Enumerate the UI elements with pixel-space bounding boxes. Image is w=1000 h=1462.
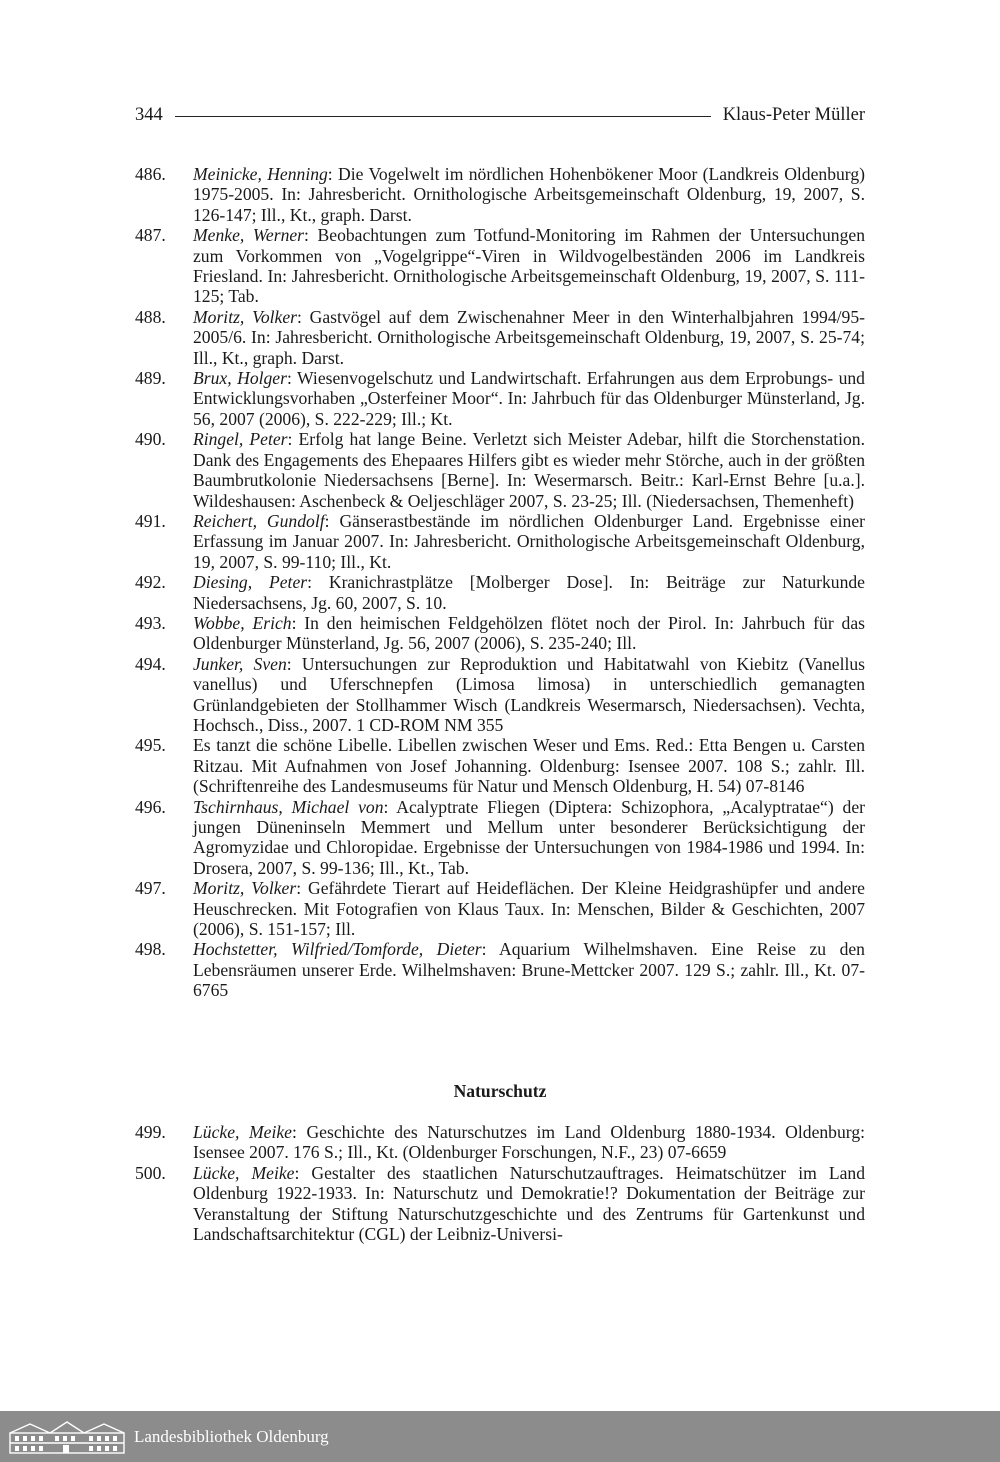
entry-number: 489. (135, 368, 166, 389)
entry-number: 490. (135, 429, 166, 450)
bibliography-entry (135, 307, 865, 368)
entry-body: : Kranichrastplätze [Molberger Dose]. In: Beiträge zur Naturkunde Niedersachsens, Jg. 60, 2007, S. 10. (193, 572, 865, 613)
entry-author: Hochstetter, Wilfried/Tomforde, Dieter (193, 939, 482, 960)
entry-author: Junker, Sven (193, 653, 287, 674)
entry-body: : Die Vogelwelt im nördlichen Hohenbökener Moor (Landkreis Oldenburg) 1975-2005. In: Jahresbericht. Ornithologische Arbeitsgemeinschaft Oldenburg, 19, 2007, S. 126-147; Ill., Kt., graph. Darst. (193, 164, 865, 225)
entry-body: : Aquarium Wilhelmshaven. Eine Reise zu den Lebensräumen unserer Erde. Wilhelmshaven: Brune-Mettcker 2007. 129 S.; zahlr. Ill., Kt. 07-6765 (193, 939, 865, 1001)
entry-number: 495. (135, 735, 166, 756)
entry-author: Ringel, Peter (193, 429, 288, 450)
entry-body: : Wiesenvogelschutz und Landwirtschaft. Erfahrungen aus dem Erprobungs- und Entwicklungsvorhaben „Osterfeiner Moor“. In: Jahrbuch für das Oldenburger Münsterland, Jg. 56, 2007 (2006), S. 222-229; Ill.; Kt. (193, 368, 865, 429)
entry-number: 491. (135, 510, 166, 531)
entry-author: Diesing, Peter (193, 572, 308, 593)
entry-number: 498. (135, 939, 166, 960)
section-heading: Naturschutz (453, 1081, 547, 1101)
entry-body: : Gänserastbestände im nördlichen Oldenburger Land. Ergebnisse einer Erfassung im Januar 2007. In: Jahresbericht. Ornithologische Arbeitsgemeinschaft Oldenburg, 19, 2007, S. 99-110; Ill., Kt. (193, 510, 866, 572)
bibliography-entry (135, 368, 865, 429)
entry-number: 492. (135, 572, 166, 593)
entry-author: Menke, Werner (193, 225, 305, 246)
bibliography-entry (135, 1163, 865, 1245)
entry-author: Moritz, Volker (193, 878, 297, 899)
entry-text (193, 613, 865, 654)
entry-number: 488. (135, 306, 166, 327)
footer-bar (0, 1411, 1000, 1462)
entry-text (193, 572, 865, 613)
entry-body: : Erfolg hat lange Beine. Verletzt sich Meister Adebar, hilft die Storchenstation. Dank des Engagements des Ehepaares Hilfers gibt es wieder mehr Störche, auch in der größten Baumbrutkolonie Niedersachsens [Berne]. In: Wesermarsch. Beitr.: Karl-Ernst Behre [u.a.]. Wildeshausen: Aschenbeck & Oeljeschläger 2007, S. 23-25; Ill. (Niedersachsen, Themenheft) (193, 429, 865, 511)
entry-author: Lücke, Meike (193, 1162, 295, 1183)
bibliography-entry (135, 511, 865, 572)
entry-text (193, 307, 865, 368)
entry-body: : Beobachtungen zum Totfund-Monitoring im Rahmen der Untersuchungen zum Vorkommen von „Vogelgrippe“-Viren in Wildvogelbeständen 2006 im Landkreis Friesland. In: Jahresbericht. Ornithologische Arbeitsgemeinschaft Oldenburg, 19, 2007, S. 111-125; Tab. (193, 225, 865, 307)
bibliography-entry (135, 878, 865, 939)
entry-body: : Acalyptrate Fliegen (Diptera: Schizophora, „Acalyptratae“) der jungen Düneninseln Memmert und Mellum unter besonderer Berücksichtigung der Agromyzidae und Chloropidae. Ergebnisse der Untersuchungen von 1984-1986 und 1994. In: Drosera, 2007, S. 99-136; Ill., Kt., Tab. (193, 796, 865, 878)
entry-author: Lücke, Meike (193, 1122, 292, 1142)
entry-author: Moritz, Volker (193, 306, 298, 327)
page-number: 344 (135, 104, 163, 125)
bibliography-entry (135, 613, 865, 654)
entry-text (193, 511, 865, 572)
entry-text (193, 939, 865, 1000)
bibliography-entry (135, 164, 865, 225)
entry-number: 499. (135, 1122, 166, 1142)
bibliography-entry (135, 797, 865, 879)
header-rule (175, 116, 711, 117)
entry-author: Brux, Holger (193, 368, 287, 389)
entry-author: Meinicke, Henning (193, 164, 328, 184)
page-header (135, 101, 865, 129)
entry-body: : Gefährdete Tierart auf Heideflächen. Der Kleine Heidgrashüpfer und andere Heuschrecken. Mit Fotografien von Klaus Taux. In: Menschen, Bilder & Geschichten, 2007 (2006), S. 151-157; Ill. (193, 878, 865, 940)
entry-text (193, 368, 865, 429)
entry-body: Es tanzt die schöne Libelle. Libellen zwischen Weser und Ems. Red.: Etta Bengen u. Carsten Ritzau. Mit Aufnahmen von Josef Johanning. Oldenburg: Isensee 2007. 108 S.; zahlr. Ill. (Schriftenreihe des Landesmuseums für Natur und Mensch Oldenburg, H. 54) 07-8146 (193, 735, 865, 797)
entry-body: : Gestalter des staatlichen Naturschutzauftrages. Heimatschützer im Land Oldenburg 1922-1933. In: Naturschutz und Demokratie!? Dokumentation der Beiträge zur Veranstaltung der Stiftung Naturschutzgeschichte und des Zentrums für Gartenkunst und Landschaftsarchitektur (CGL) der Leibniz-Universi- (193, 1162, 866, 1245)
entry-number: 494. (135, 653, 166, 674)
entry-text (193, 654, 865, 736)
entry-text (193, 1122, 865, 1163)
entry-number: 497. (135, 878, 166, 899)
entry-text (193, 429, 865, 511)
bibliography-entry (135, 225, 865, 307)
entry-text (193, 797, 865, 879)
entry-body: : Untersuchungen zur Reproduktion und Habitatwahl von Kiebitz (Vanellus vanellus) und Uferschnepfen (Limosa limosa) in unterschiedlich gemanagten Grünlandgebieten der Stollhammer Wisch (Landkreis Wesermarsch, Niedersachsen). Vechta, Hochsch., Diss., 2007. 1 CD-ROM NM 355 (193, 653, 865, 735)
entry-text (193, 1163, 865, 1245)
running-head: Klaus-Peter Müller (722, 104, 865, 125)
bibliography-entry (135, 429, 865, 511)
entry-number: 493. (135, 612, 166, 633)
entry-number: 487. (135, 225, 166, 246)
entry-author: Tschirnhaus, Michael von (193, 796, 384, 817)
entry-text (193, 878, 865, 939)
entry-text (193, 735, 865, 796)
entry-text (193, 225, 865, 307)
entry-body: : In den heimischen Feldgehölzen flötet noch der Pirol. In: Jahrbuch für das Oldenburger Münsterland, Jg. 56, 2007 (2006), S. 235-240; Ill. (193, 612, 865, 654)
entry-body: : Gastvögel auf dem Zwischenahner Meer in den Winterhalbjahren 1994/95-2005/6. In: Jahresbericht. Ornithologische Arbeitsgemeinschaft Oldenburg, 19, 2007, S. 25-74; Ill., Kt., graph. Darst. (193, 306, 865, 368)
library-building-icon (8, 1419, 126, 1455)
entry-author: Wobbe, Erich (193, 612, 292, 633)
bibliography-entry (135, 572, 865, 613)
entry-text (193, 164, 865, 225)
bibliography-entry (135, 939, 865, 1000)
bibliography-list-naturschutz (135, 1122, 865, 1244)
entry-author: Reichert, Gundolf (193, 510, 325, 531)
bibliography-entry (135, 1122, 865, 1163)
bibliography-list (135, 164, 865, 1001)
library-name: Landesbibliothek Oldenburg (134, 1426, 329, 1446)
bibliography-entry (135, 735, 865, 796)
entry-body: : Geschichte des Naturschutzes im Land Oldenburg 1880-1934. Oldenburg: Isensee 2007. 176 S.; Ill., Kt. (Oldenburger Forschungen, N.F., 23) 07-6659 (193, 1122, 865, 1163)
entry-number: 486. (135, 164, 166, 184)
entry-number: 500. (135, 1162, 166, 1183)
entry-number: 496. (135, 796, 166, 817)
bibliography-entry (135, 654, 865, 736)
